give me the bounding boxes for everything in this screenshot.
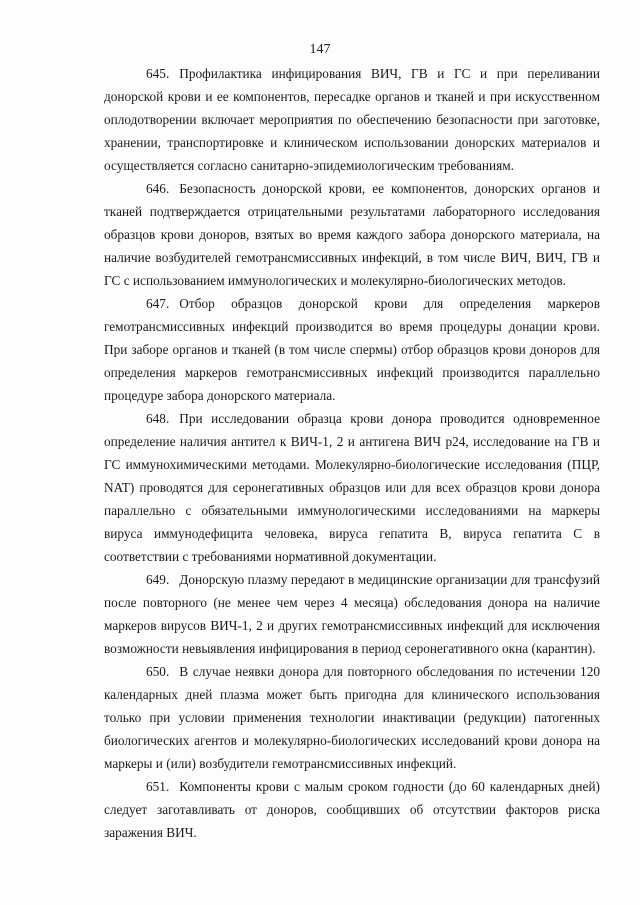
paragraph-number: 646. — [146, 181, 170, 196]
paragraph-number: 651. — [146, 779, 170, 794]
paragraph-number: 647. — [146, 296, 170, 311]
page-number: 147 — [309, 42, 331, 57]
paragraph-number: 645. — [146, 66, 170, 81]
document-body — [104, 62, 600, 844]
paragraph-text: Отбор образцов донорской крови для определения маркеров гемотрансмиссивных инфекций производится во время процедуры донации крови. При заборе органов и тканей (в том числе спермы) отбор образцов крови доноров для определения маркеров гемотрансмиссивных инфекций производится параллельно процедуре забора донорского материала. — [104, 296, 600, 403]
paragraph-646 — [104, 177, 600, 292]
paragraph-647 — [104, 292, 600, 407]
paragraph-text: Донорскую плазму передают в медицинские организации для трансфузий после повторного (не менее чем через 4 месяца) обследования донора на наличие маркеров вирусов ВИЧ-1, 2 и других гемотрансмиссивных инфекций для исключения возможности невыявления инфицирования в период серонегативного окна (карантин). — [104, 572, 600, 656]
paragraph-649 — [104, 568, 600, 660]
paragraph-text: В случае неявки донора для повторного обследования по истечении 120 календарных дней плазма может быть пригодна для клинического использования только при условии применения технологии инактивации (редукции) патогенных биологических агентов и молекулярно-биологических исследований крови донора на маркеры и (или) возбудители гемотрансмиссивных инфекций. — [104, 664, 600, 771]
paragraph-645 — [104, 62, 600, 177]
paragraph-number: 649. — [146, 572, 170, 587]
paragraph-number: 650. — [146, 664, 170, 679]
paragraph-text: Компоненты крови с малым сроком годности (до 60 календарных дней) следует заготавливать от доноров, сообщивших об отсутствии факторов риска заражения ВИЧ. — [104, 779, 600, 840]
paragraph-text: Профилактика инфицирования ВИЧ, ГВ и ГС и при переливании донорской крови и ее компонентов, пересадке органов и тканей и при искусственном оплодотворении включает мероприятия по обеспечению безопасности при заготовке, хранении, транспортировке и клиническом использовании донорских материалов и осуществляется согласно санитарно-эпидемиологическим требованиям. — [104, 66, 600, 173]
paragraph-650 — [104, 660, 600, 775]
paragraph-651 — [104, 775, 600, 844]
paragraph-text: Безопасность донорской крови, ее компонентов, донорских органов и тканей подтверждается отрицательными результатами лабораторного исследования образцов крови доноров, взятых во время каждого забора донорского материала, на наличие возбудителей гемотрансмиссивных инфекций, в том числе ВИЧ, ВИЧ, ГВ и ГС с использованием иммунологических и молекулярно-биологических методов. — [104, 181, 600, 288]
paragraph-648 — [104, 407, 600, 568]
paragraph-number: 648. — [146, 411, 170, 426]
paragraph-text: При исследовании образца крови донора проводится одновременное определение наличия антител к ВИЧ-1, 2 и антигена ВИЧ р24, исследование на ГВ и ГС иммунохимическими методами. Молекулярно-биологические исследования (ПЦР, NAT) проводятся для серонегативных образцов или для всех образцов крови донора параллельно с обязательными иммунологическими исследованиями на маркеры вируса иммунодефицита человека, вируса гепатита В, вируса гепатита С в соответствии с требованиями нормативной документации. — [104, 411, 600, 564]
